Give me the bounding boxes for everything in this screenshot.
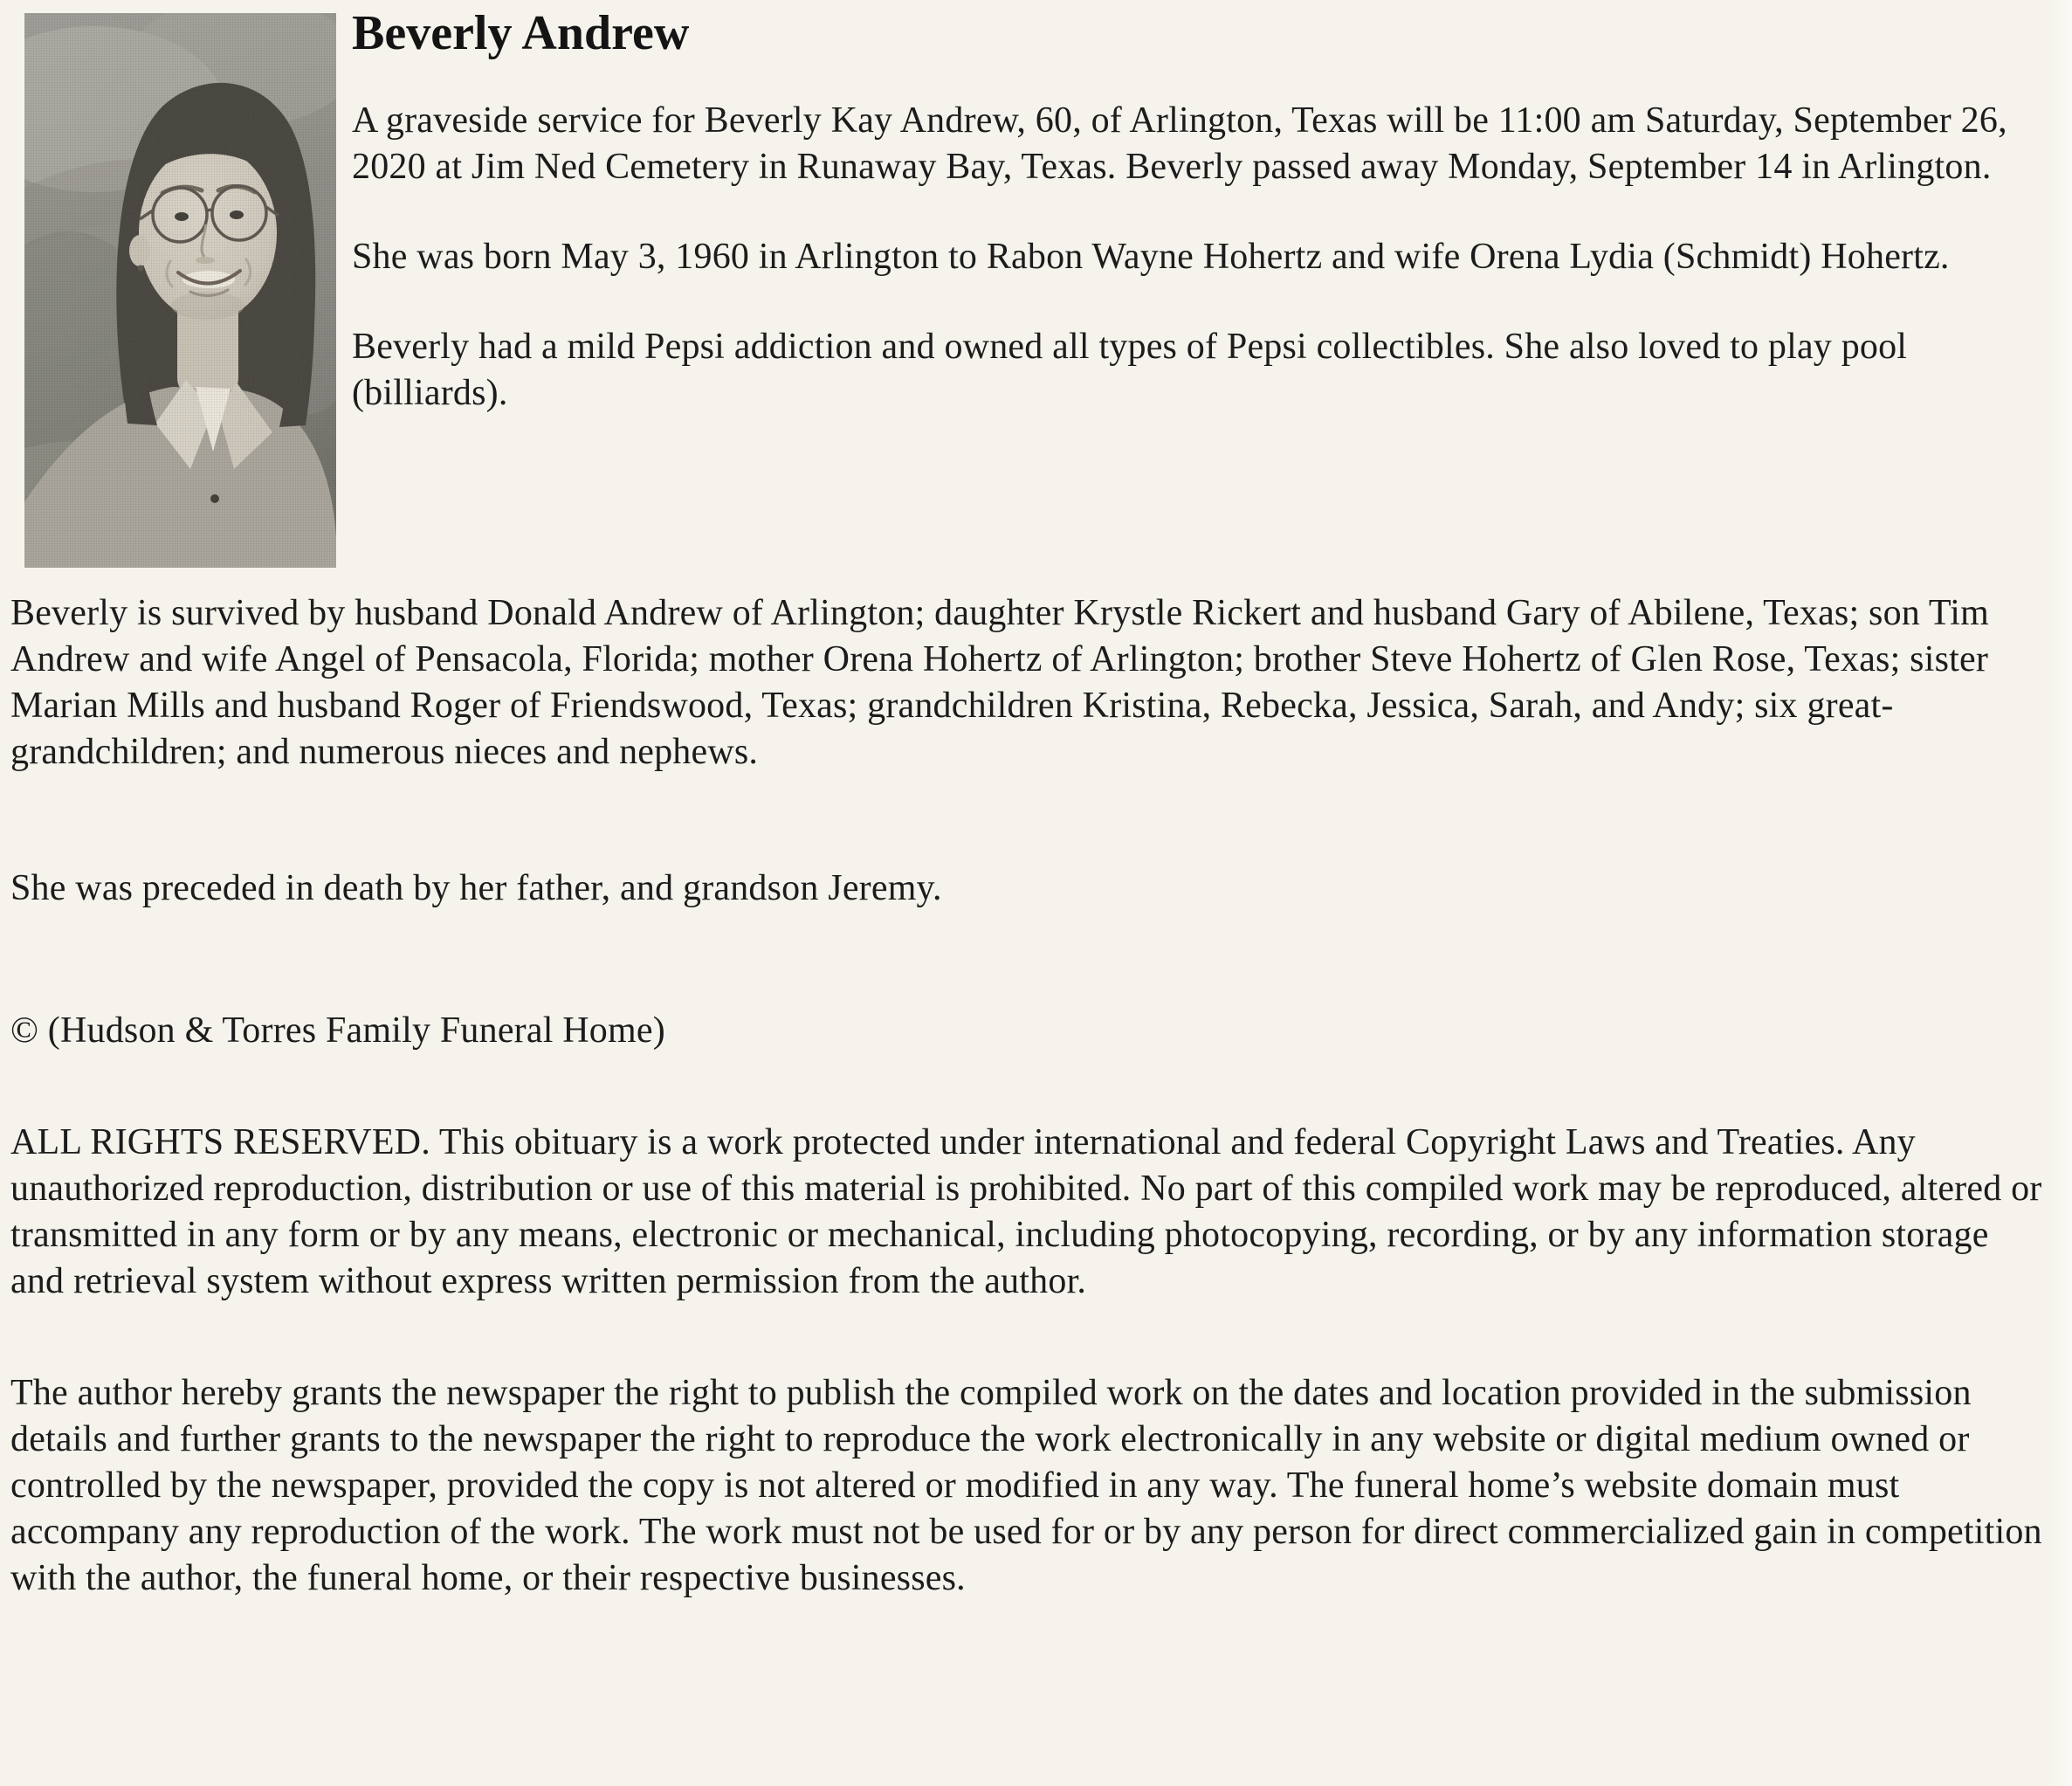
top-section	[0, 0, 2072, 568]
body-section	[0, 590, 2072, 1602]
portrait-photo	[24, 13, 336, 568]
birth-paragraph: She was born May 3, 1960 in Arlington to Rabon Wayne Hohertz and wife Orena Lydia (Schmidt) Hohertz.	[352, 236, 1950, 277]
survivors-paragraph: Beverly is survived by husband Donald Andrew of Arlington; daughter Krystle Rickert and husband Gary of Abilene, Texas; son Tim Andrew and wife Angel of Pensacola, Florida; mother Orena Hohertz of Arlington; brother Steve Hohertz of Glen Rose, Texas; sister Marian Mills and husband Roger of Friendswood, Texas; grandchildren Kristina, Rebecka, Jessica, Sarah, and Andy; six great-grandchildren; and numerous nieces and nephews.	[10, 593, 1990, 772]
page-title: Beverly Andrew	[352, 6, 690, 60]
all-rights-reserved-paragraph: ALL RIGHTS RESERVED. This obituary is a work protected under international and federal Copyright Laws and Treaties. Any unauthorized reproduction, distribution or use of this material is prohibited. No part of this compiled work may be reproduced, altered or transmitted in any form or by any means, electronic or mechanical, including photocopying, recording, or by any information storage and retrieval system without express written permission from the author.	[10, 1122, 2042, 1301]
preceded-in-death-paragraph: She was preceded in death by her father, and grandson Jeremy.	[10, 868, 942, 908]
service-details-paragraph: A graveside service for Beverly Kay Andrew, 60, of Arlington, Texas will be 11:00 am Saturday, September 26, 2020 at Jim Ned Cemetery in Runaway Bay, Texas. Beverly passed away Monday, September 14 in Arlington.	[352, 100, 2007, 187]
header-text-column	[352, 6, 2048, 417]
copyright-line: © (Hudson & Torres Family Funeral Home)	[10, 1010, 665, 1051]
publication-grant-paragraph: The author hereby grants the newspaper the right to publish the compiled work on the dates and location provided in the submission details and further grants to the newspaper the right to reproduce the work electronically in any website or digital medium owned or controlled by the newspaper, provided the copy is not altered or modified in any way. The funeral home’s website domain must accompany any reproduction of the work. The work must not be used for or by any person for direct commercialized gain in competition with the author, the funeral home, or their respective businesses.	[10, 1373, 2042, 1598]
hobbies-paragraph: Beverly had a mild Pepsi addiction and owned all types of Pepsi collectibles. She also loved to play pool (billiards).	[352, 326, 1908, 413]
portrait-illustration	[24, 13, 336, 568]
